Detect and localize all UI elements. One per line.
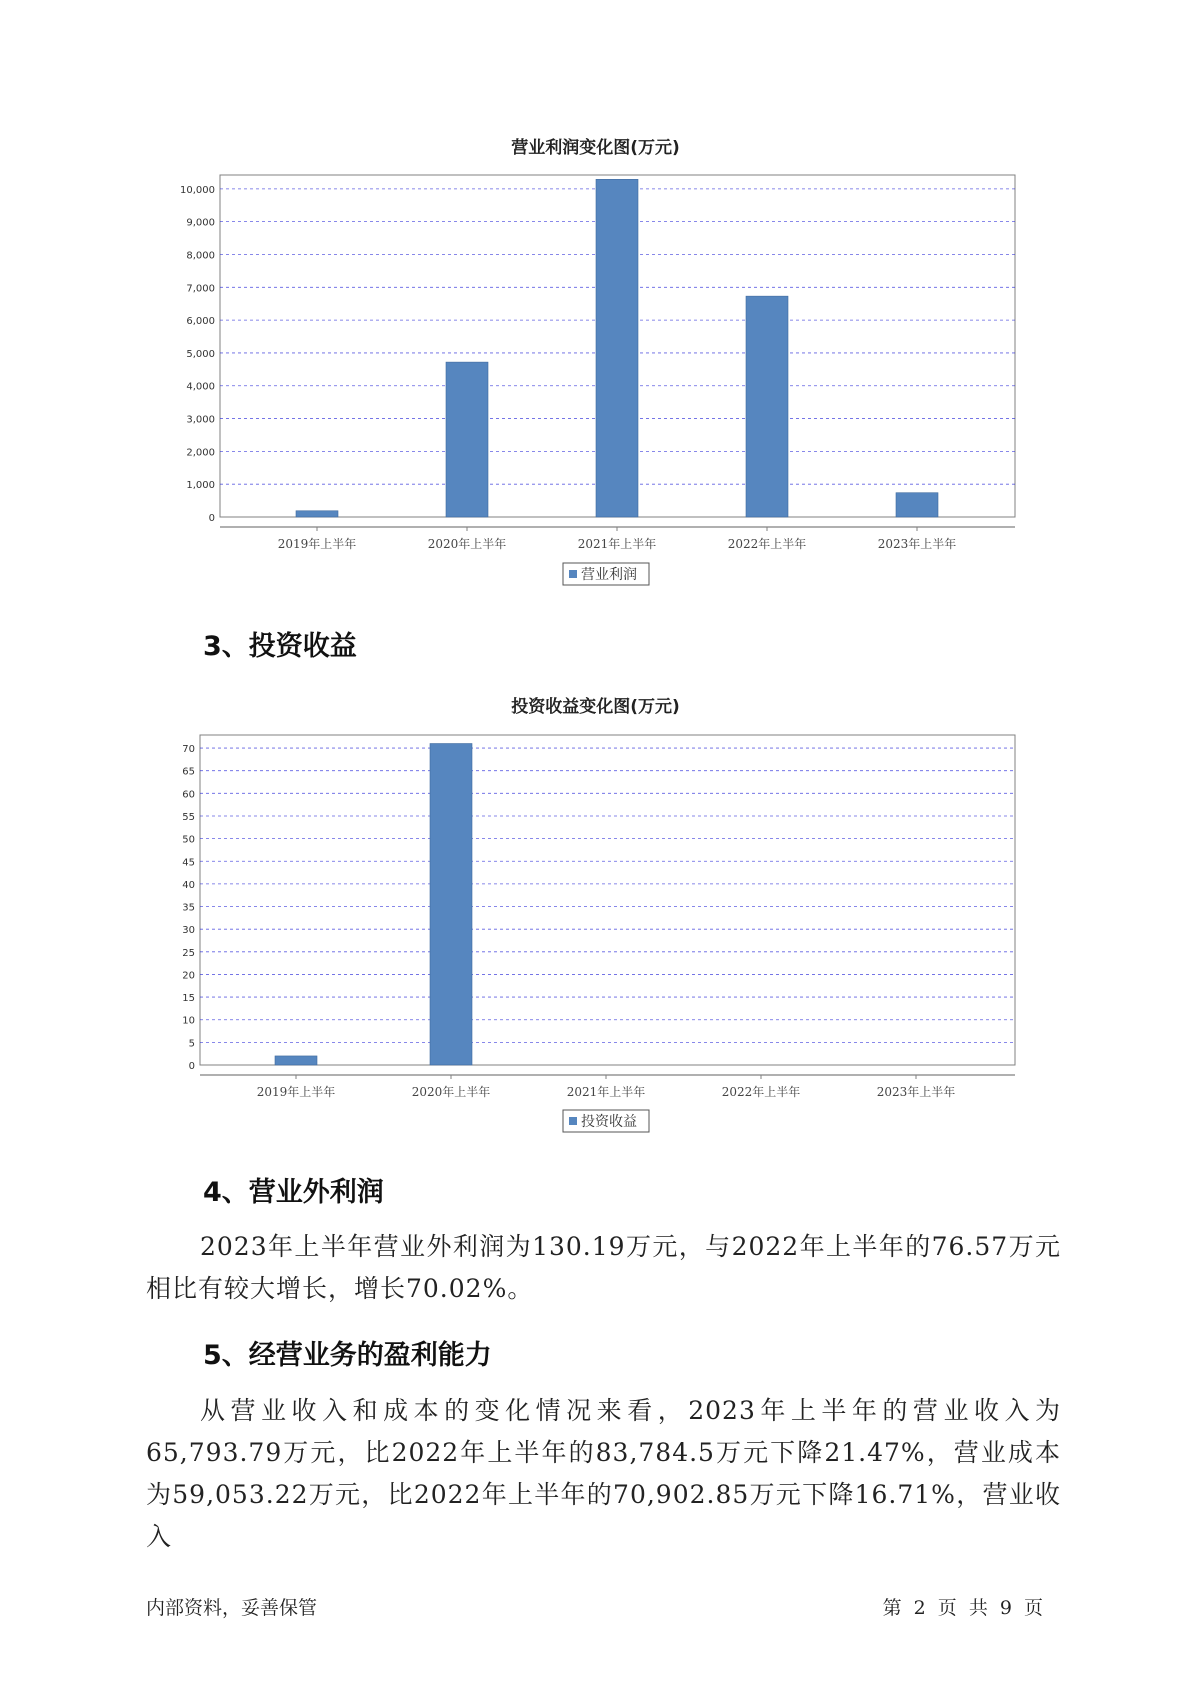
chart-title-investment-income: 投资收益变化图(万元) (511, 697, 680, 717)
y-tick-label: 35 (182, 902, 195, 914)
y-tick-label: 65 (182, 766, 195, 778)
y-tick-label: 45 (182, 857, 195, 869)
y-tick-label: 5,000 (186, 348, 215, 360)
y-tick-label: 10,000 (180, 184, 215, 196)
y-tick-label: 0 (208, 513, 215, 524)
x-tick-label: 2019年上半年 (277, 537, 357, 551)
bar (296, 511, 338, 517)
bar (275, 1056, 317, 1065)
y-tick-label: 8,000 (186, 250, 215, 262)
operating-profit-chart (0, 165, 1191, 595)
x-tick-label: 2021年上半年 (566, 1085, 646, 1099)
y-tick-label: 60 (182, 789, 195, 801)
y-tick-label: 20 (182, 970, 195, 982)
x-tick-label: 2023年上半年 (876, 1085, 956, 1099)
x-tick-label: 2022年上半年 (727, 537, 807, 551)
y-tick-label: 7,000 (186, 283, 215, 295)
y-tick-label: 70 (182, 744, 195, 756)
y-tick-label: 4,000 (186, 381, 215, 393)
y-tick-label: 9,000 (186, 217, 215, 229)
bar (596, 179, 638, 517)
x-tick-label: 2020年上半年 (427, 537, 507, 551)
y-tick-label: 0 (188, 1061, 195, 1072)
x-tick-label: 2020年上半年 (411, 1085, 491, 1099)
bar (896, 493, 938, 517)
y-tick-label: 6,000 (186, 316, 215, 328)
bar (746, 296, 788, 517)
y-tick-label: 1,000 (186, 480, 215, 492)
bar (430, 744, 472, 1065)
legend-label: 营业利润 (581, 567, 637, 583)
y-tick-label: 40 (182, 879, 195, 891)
x-tick-label: 2023年上半年 (877, 537, 957, 551)
bar (446, 362, 488, 517)
plot-area-border (200, 735, 1015, 1065)
y-tick-label: 3,000 (186, 414, 215, 426)
x-tick-label: 2019年上半年 (256, 1085, 336, 1099)
x-tick-label: 2021年上半年 (577, 537, 657, 551)
section-heading-profitability: 5、经营业务的盈利能力 (203, 1340, 492, 1371)
investment-income-chart (0, 725, 1191, 1145)
legend-swatch (569, 570, 577, 578)
y-tick-label: 55 (182, 811, 195, 823)
y-tick-label: 15 (182, 993, 195, 1005)
profitability-paragraph: 从营业收入和成本的变化情况来看，2023年上半年的营业收入为65,793.79万元，比2022年上半年的83,784.5万元下降21.47%，营业成本为59,053.22万元，比2022年上半年的70,902.85万元下降16.71%，营业收入 (146, 1396, 1061, 1551)
x-tick-label: 2022年上半年 (721, 1085, 801, 1099)
footer-page-number: 第 2 页 共 9 页 (882, 1597, 1043, 1619)
legend-label: 投资收益 (581, 1114, 637, 1130)
y-tick-label: 30 (182, 925, 195, 937)
nonoperating-profit-paragraph: 2023年上半年营业外利润为130.19万元，与2022年上半年的76.57万元相比有较大增长，增长70.02%。 (146, 1232, 1061, 1303)
footer-confidential-note: 内部资料，妥善保管 (146, 1597, 318, 1619)
y-tick-label: 25 (182, 947, 195, 959)
y-tick-label: 2,000 (186, 447, 215, 459)
y-tick-label: 5 (188, 1038, 195, 1050)
y-tick-label: 50 (182, 834, 195, 846)
legend-swatch (569, 1117, 577, 1125)
section-heading-investment-income: 3、投资收益 (203, 631, 357, 662)
section-heading-nonoperating-profit: 4、营业外利润 (203, 1177, 384, 1208)
chart-title-operating-profit: 营业利润变化图(万元) (511, 138, 680, 158)
y-tick-label: 10 (182, 1015, 195, 1027)
